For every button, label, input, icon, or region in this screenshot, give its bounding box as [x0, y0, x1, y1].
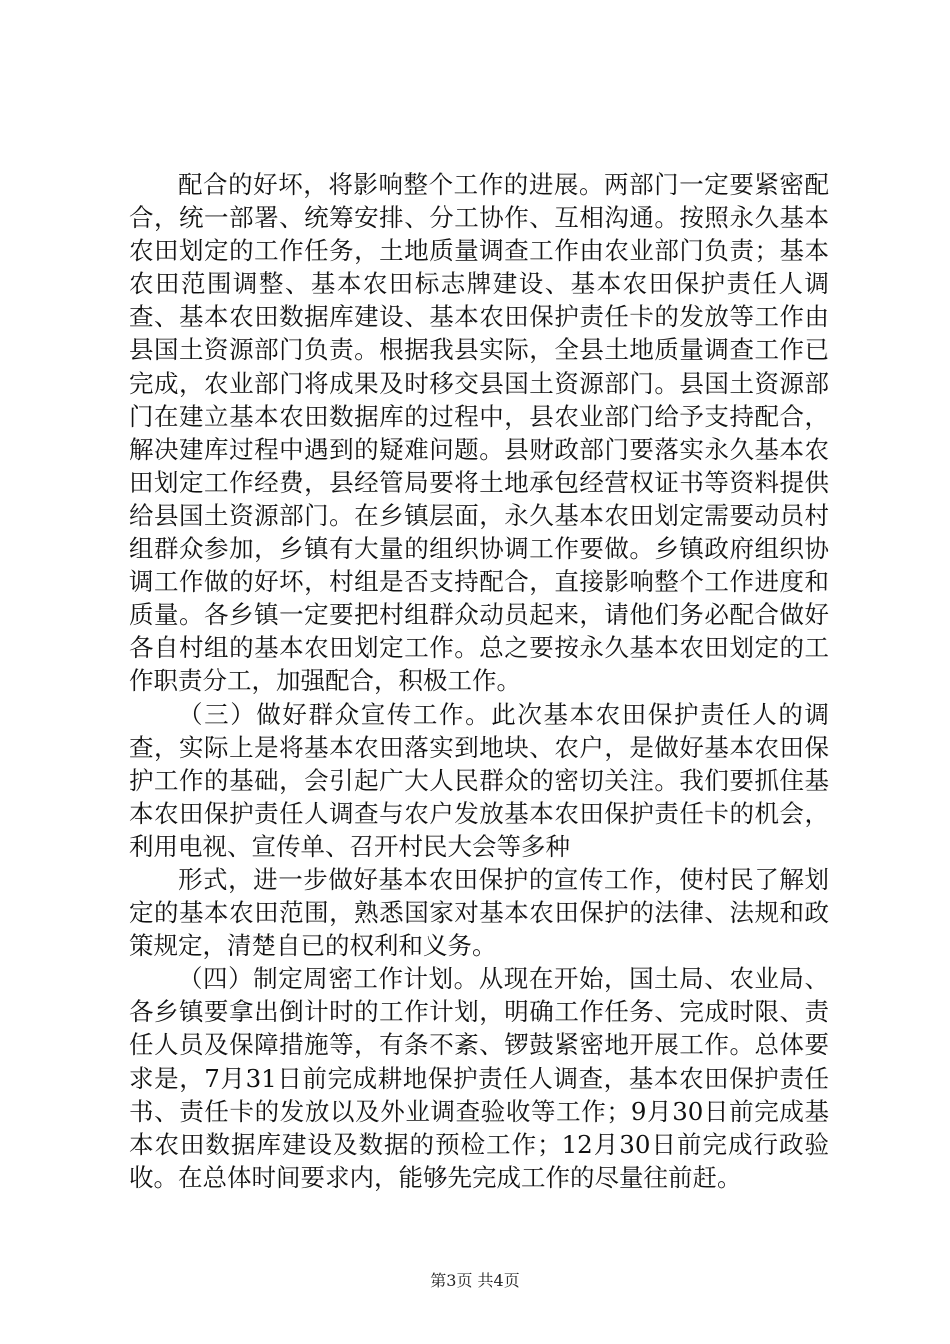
paragraph-publicity: （三）做好群众宣传工作。此次基本农田保护责任人的调查，实际上是将基本农田落实到地块、农户，是做好基本农田保护工作的基础，会引起广大人民群众的密切关注。我们要抓住基本农田保护责任人调查与农户发放基本农田保护责任卡的机会，利用电视、宣传单、召开村民大会等多种	[129, 699, 829, 861]
page-footer: 第3页 共4页	[430, 1271, 520, 1290]
document-body	[129, 168, 829, 1194]
paragraph-coordination: 配合的好坏，将影响整个工作的进展。两部门一定要紧密配合，统一部署、统筹安排、分工协作、互相沟通。按照永久基本农田划定的工作任务，土地质量调查工作由农业部门负责；基本农田范围调整、基本农田标志牌建设、基本农田保护责任人调查、基本农田数据库建设、基本农田保护责任卡的发放等工作由县国土资源部门负责。根据我县实际，全县土地质量调查工作已完成，农业部门将成果及时移交县国土资源部门。县国土资源部门在建立基本农田数据库的过程中，县农业部门给予支持配合，解决建库过程中遇到的疑难问题。县财政部门要落实永久基本农田划定工作经费，县经管局要将土地承包经营权证书等资料提供给县国土资源部门。在乡镇层面，永久基本农田划定需要动员村组群众参加，乡镇有大量的组织协调工作要做。乡镇政府组织协调工作做的好坏，村组是否支持配合，直接影响整个工作进度和质量。各乡镇一定要把村组群众动员起来，请他们务必配合做好各自村组的基本农田划定工作。总之要按永久基本农田划定的工作职责分工，加强配合，积极工作。	[129, 170, 829, 696]
paragraph-work-plan: （四）制定周密工作计划。从现在开始，国土局、农业局、各乡镇要拿出倒计时的工作计划，明确工作任务、完成时限、责任人员及保障措施等，有条不紊、锣鼓紧密地开展工作。总体要求是，7月31日前完成耕地保护责任人调查，基本农田保护责任书、责任卡的发放以及外业调查验收等工作；9月30日前完成基本农田数据库建设及数据的预检工作；12月30日前完成行政验收。在总体时间要求内，能够先完成工作的尽量往前赶。	[129, 964, 829, 1192]
paragraph-publicity-continued: 形式，进一步做好基本农田保护的宣传工作，使村民了解划定的基本农田范围，熟悉国家对基本农田保护的法律、法规和政策规定，清楚自已的权利和义务。	[129, 864, 829, 961]
